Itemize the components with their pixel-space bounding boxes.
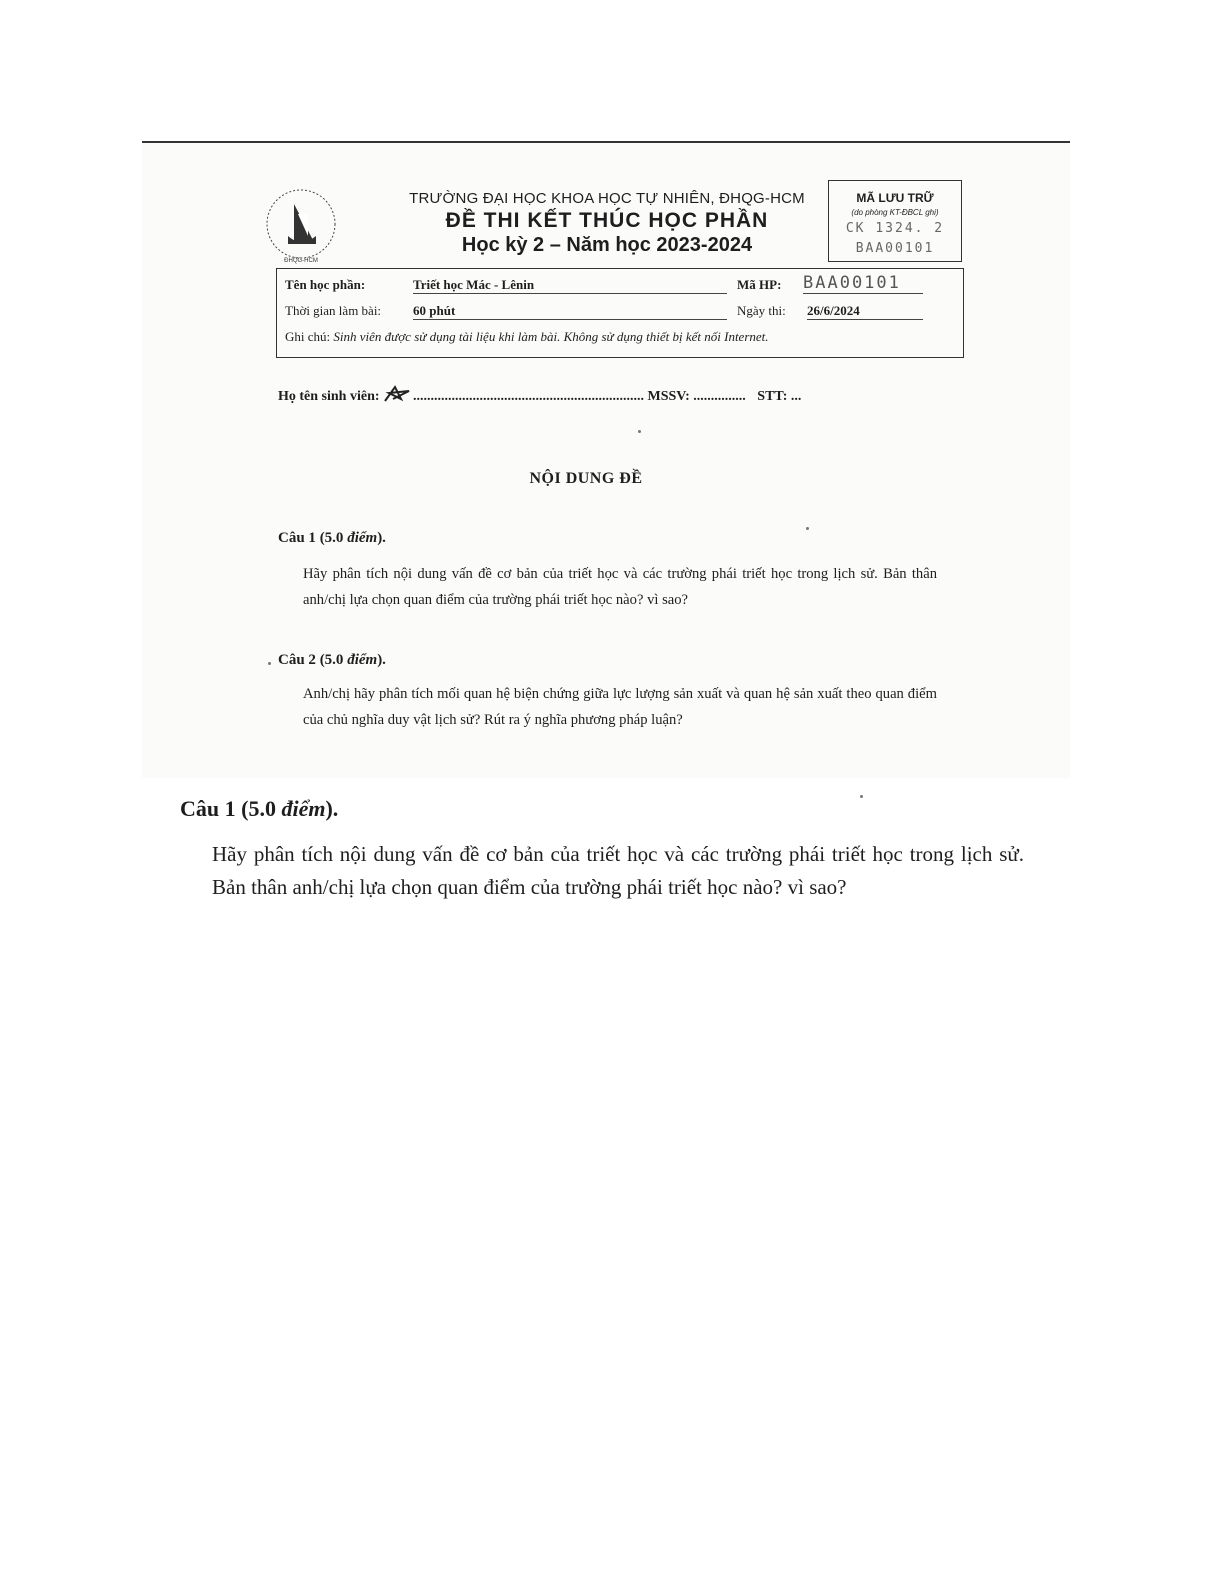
- storage-code-box: [828, 180, 962, 262]
- question-1-text: Hãy phân tích nội dung vấn đề cơ bản của triết học và các trường phái triết học trong lịch sử. Bản thân anh/chị lựa chọn quan điểm của trường phái triết học nào? vì sao?: [303, 566, 937, 608]
- question-1-zoomed-heading: Câu 1 (5.0 điểm).: [180, 796, 339, 821]
- university-logo-icon: [258, 184, 344, 264]
- question-1-heading: Câu 1 (5.0 điểm).: [278, 530, 386, 546]
- speck: [638, 430, 641, 433]
- content-title: NỘI DUNG ĐỀ: [529, 470, 643, 487]
- storage-code-2: BAA00101: [855, 241, 935, 256]
- question-2-text: Anh/chị hãy phân tích mối quan hệ biện chứng giữa lực lượng sản xuất và quan hệ sản xuất theo quan điểm của chủ nghĩa duy vật lịch sử? Rút ra ý nghĩa phương pháp luận?: [303, 686, 937, 728]
- speck: [806, 527, 809, 530]
- mssv-label: MSSV:: [647, 389, 690, 404]
- school-name: TRƯỜNG ĐẠI HỌC KHOA HỌC TỰ NHIÊN, ĐHQG-HCM: [409, 190, 805, 207]
- note-value: Sinh viên được sử dụng tài liệu khi làm bài. Không sử dụng thiết bị kết nối Internet.: [333, 329, 769, 344]
- student-name-label: Họ tên sinh viên:: [278, 389, 380, 404]
- stt-label: STT:: [757, 389, 788, 404]
- student-name-dots: ..................................................................: [413, 389, 645, 404]
- speck: [268, 662, 271, 665]
- scribble-mark-icon: [383, 385, 413, 403]
- student-info-row: [278, 385, 801, 405]
- course-info-box: [276, 268, 964, 358]
- mssv-dots: ...............: [693, 389, 746, 404]
- code-value: BAA00101: [803, 273, 923, 294]
- logo-caption: ĐHQG-HCM: [284, 258, 318, 264]
- exam-header: [250, 178, 970, 266]
- code-label: Mã HP:: [737, 277, 782, 292]
- date-label: Ngày thi:: [737, 303, 786, 318]
- question-2-heading: Câu 2 (5.0 điểm).: [278, 652, 386, 668]
- storage-title: MÃ LƯU TRỮ: [856, 191, 934, 205]
- time-label: Thời gian làm bài:: [285, 303, 382, 318]
- time-value: 60 phút: [413, 303, 727, 320]
- question-1-zoomed-text: Hãy phân tích nội dung vấn đề cơ bản của triết học và các trường phái triết học trong lịch sử. Bản thân anh/chị lựa chọn quan điểm của trường phái triết học nào? vì sao?: [212, 842, 1024, 899]
- storage-note: (do phòng KT-ĐBCL ghi): [851, 208, 939, 217]
- date-value: 26/6/2024: [807, 303, 923, 320]
- speck: [860, 795, 863, 798]
- exam-title: ĐỀ THI KẾT THÚC HỌC PHẦN: [445, 209, 769, 232]
- note-label: Ghi chú:: [285, 329, 331, 344]
- course-value: Triết học Mác - Lênin: [413, 277, 727, 294]
- storage-code-1: CK 1324. 2: [845, 221, 945, 236]
- stt-dots: ...: [790, 389, 802, 404]
- semester: Học kỳ 2 – Năm học 2023-2024: [461, 234, 753, 256]
- course-label: Tên học phần:: [285, 277, 366, 292]
